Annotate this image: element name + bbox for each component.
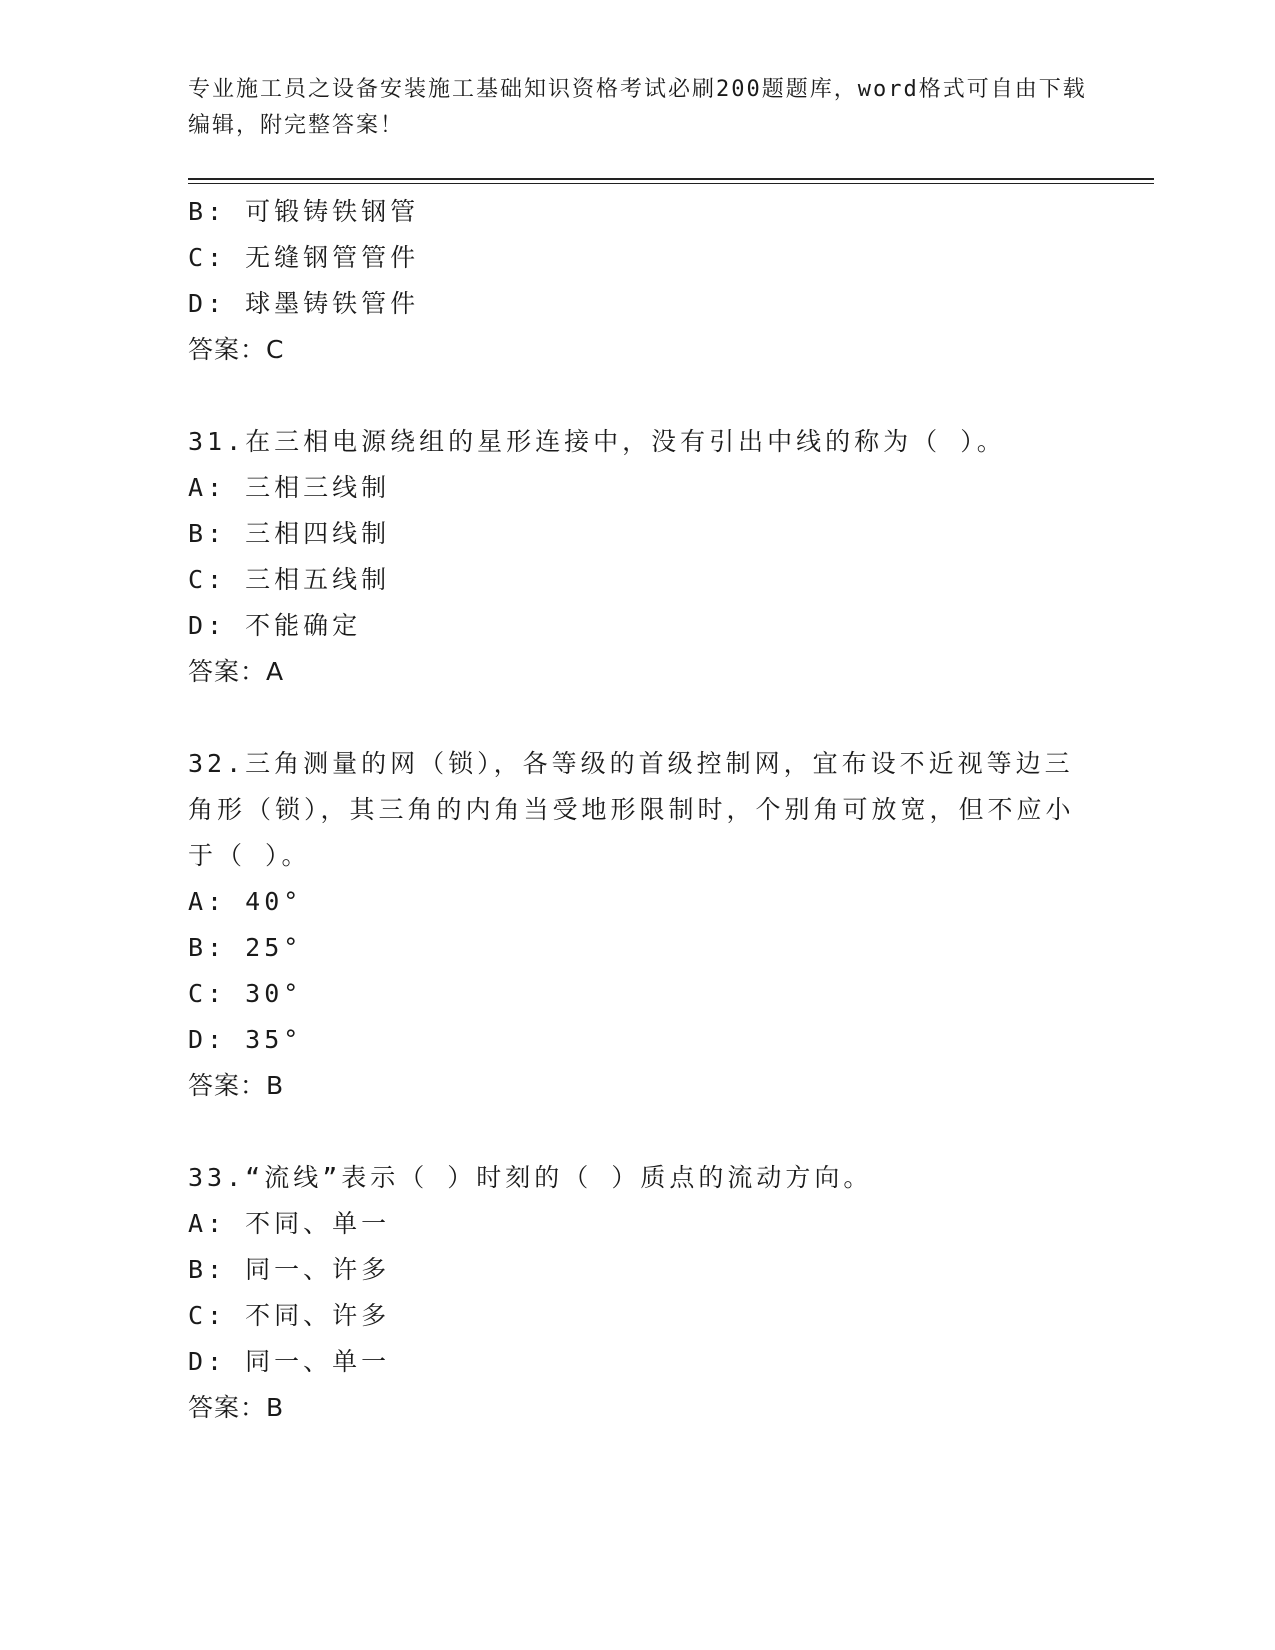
question-text: 31.在三相电源绕组的星形连接中，没有引出中线的称为（ ）。 [188,427,1006,456]
option-a: A: 三相三线制 [188,473,391,502]
question-list [188,189,1088,1431]
answer-line: 答案：B [188,1393,285,1422]
option-c: C: 30° [188,979,303,1008]
option-b: B: 同一、许多 [188,1255,391,1284]
answer-line: 答案：B [188,1071,285,1100]
document-header: 专业施工员之设备安装施工基础知识资格考试必刷200题题库，word格式可自由下载编辑，附完整答案！ [188,77,1087,138]
answer-line: 答案：A [188,657,285,686]
question-31 [188,419,1088,695]
option-a: A: 不同、单一 [188,1209,391,1238]
option-b: B: 可锻铸铁钢管 [188,197,420,226]
option-c: C: 不同、许多 [188,1301,391,1330]
option-d: D: 35° [188,1025,303,1054]
option-d: D: 同一、单一 [188,1347,391,1376]
option-d: D: 不能确定 [188,611,362,640]
option-c: C: 三相五线制 [188,565,391,594]
question-text: 32.三角测量的网（锁），各等级的首级控制网，宜布设不近视等边三角形（锁），其三角的内角当受地形限制时，个别角可放宽，但不应小于（ ）。 [188,749,1075,870]
option-a: A: 40° [188,887,303,916]
header-divider-thin [188,183,1154,184]
option-c: C: 无缝钢管管件 [188,243,420,272]
question-30-continued [188,189,1088,373]
question-text: 33.“流线”表示（ ）时刻的（ ）质点的流动方向。 [188,1163,873,1192]
header-divider-thick [188,178,1154,180]
option-d: D: 球墨铸铁管件 [188,289,420,318]
option-b: B: 25° [188,933,303,962]
question-32 [188,741,1088,1109]
answer-line: 答案：C [188,335,285,364]
question-33 [188,1155,1088,1431]
option-b: B: 三相四线制 [188,519,391,548]
